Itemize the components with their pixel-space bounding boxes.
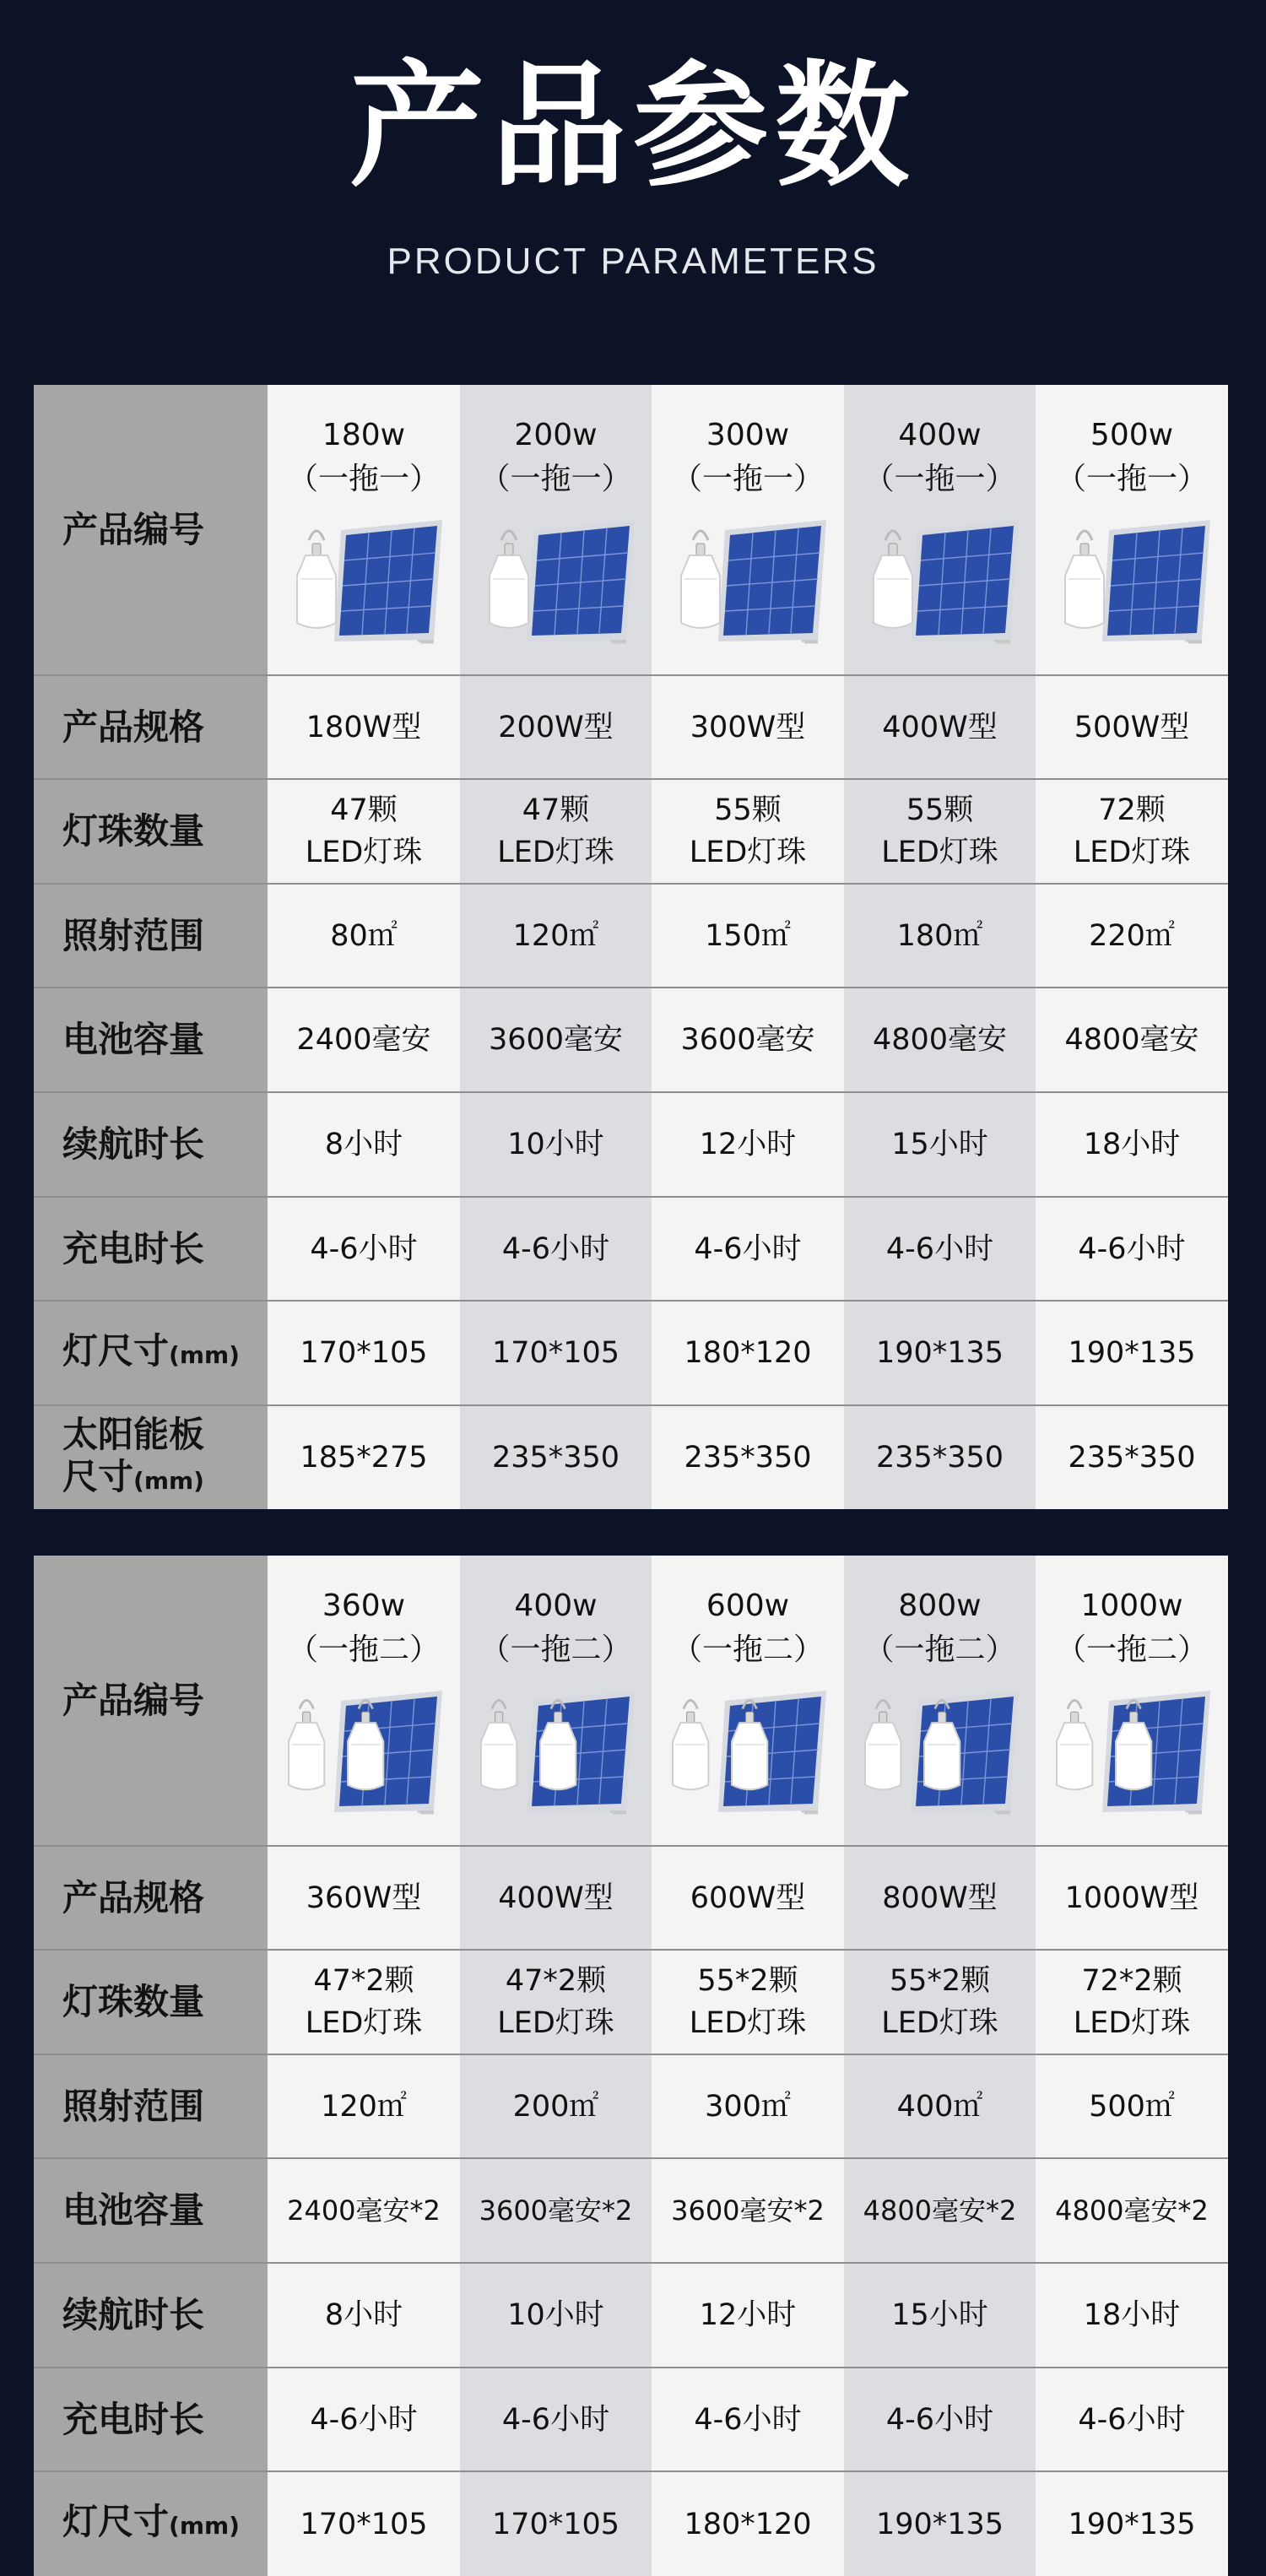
panel-size-value: 235*350 — [1036, 1405, 1228, 1509]
runtime-value: 8小时 — [268, 2263, 460, 2368]
spec-value: 400W型 — [844, 675, 1036, 779]
row-runtime — [34, 2263, 1228, 2368]
spec-value: 800W型 — [844, 1846, 1036, 1950]
runtime-value: 15小时 — [844, 1092, 1036, 1197]
range-value: 120㎡ — [460, 884, 652, 988]
beads-value-line2: LED灯珠 — [689, 2006, 807, 2040]
row-label-model: 产品编号 — [34, 385, 268, 675]
row-panel-size — [34, 1405, 1228, 1509]
row-label-runtime: 续航时长 — [34, 1092, 268, 1197]
beads-value-line2: LED灯珠 — [881, 2006, 998, 2040]
beads-value-line1: 55*2颗 — [697, 1964, 798, 1998]
row-label-runtime: 续航时长 — [34, 2263, 268, 2368]
lamp-size-value: 180*120 — [652, 1301, 844, 1405]
spec-value: 600W型 — [652, 1846, 844, 1950]
runtime-value: 12小时 — [652, 2263, 844, 2368]
product-model-cell — [1036, 385, 1228, 675]
spec-value: 200W型 — [460, 675, 652, 779]
product-model-cell — [652, 385, 844, 675]
row-range — [34, 884, 1228, 988]
range-value: 120㎡ — [268, 2054, 460, 2158]
page-header — [0, 0, 1266, 354]
runtime-value: 15小时 — [844, 2263, 1036, 2368]
beads-value-line1: 47颗 — [330, 793, 398, 827]
charge-value: 4-6小时 — [652, 2368, 844, 2471]
beads-value-line1: 55*2颗 — [889, 1964, 991, 1998]
product-power: 1000w — [1080, 1588, 1183, 1623]
row-beads — [34, 1950, 1228, 2054]
product-model-cell — [268, 385, 460, 675]
row-label-charge: 充电时长 — [34, 1197, 268, 1301]
two-bulbs-with-solar-panel-icon — [669, 1686, 826, 1817]
product-power: 360w — [322, 1588, 406, 1623]
battery-value: 2400毫安 — [268, 988, 460, 1092]
lamp-size-value: 190*135 — [844, 2471, 1036, 2576]
unit-mm: (mm) — [169, 1340, 240, 1369]
range-value: 220㎡ — [1036, 884, 1228, 988]
spec-table-double — [34, 1556, 1228, 2576]
charge-value: 4-6小时 — [460, 1197, 652, 1301]
product-power: 600w — [706, 1588, 790, 1623]
panel-size-value: 235*350 — [652, 1405, 844, 1509]
range-value: 80㎡ — [268, 884, 460, 988]
charge-value: 4-6小时 — [460, 2368, 652, 2471]
beads-value-line2: LED灯珠 — [497, 2006, 614, 2040]
beads-value-line1: 55颗 — [714, 793, 782, 827]
two-bulbs-with-solar-panel-icon — [1053, 1686, 1210, 1817]
beads-value-line2: LED灯珠 — [497, 836, 614, 869]
product-type: （一拖一） — [479, 461, 632, 496]
unit-mm: (mm) — [133, 1466, 204, 1495]
beads-value-line1: 47*2颗 — [313, 1964, 414, 1998]
page-subtitle: PRODUCT PARAMETERS — [387, 241, 879, 282]
product-type: （一拖二） — [287, 1632, 440, 1667]
row-spec — [34, 1846, 1228, 1950]
product-type: （一拖二） — [671, 1632, 824, 1667]
row-label-spec: 产品规格 — [34, 675, 268, 779]
row-label-spec: 产品规格 — [34, 1846, 268, 1950]
product-model-cell — [652, 1556, 844, 1846]
row-label-beads: 灯珠数量 — [34, 779, 268, 884]
spec-value: 1000W型 — [1036, 1846, 1228, 1950]
runtime-value: 18小时 — [1036, 2263, 1228, 2368]
two-bulbs-with-solar-panel-icon — [862, 1686, 1019, 1817]
product-type: （一拖二） — [479, 1632, 632, 1667]
row-label-battery: 电池容量 — [34, 988, 268, 1092]
beads-value-line1: 47*2颗 — [505, 1964, 607, 1998]
beads-value-line1: 72*2颗 — [1081, 1964, 1182, 1998]
row-label-model: 产品编号 — [34, 1556, 268, 1846]
product-model-cell — [460, 385, 652, 675]
row-label-range: 照射范围 — [34, 884, 268, 988]
bulb-with-solar-panel-icon — [478, 515, 635, 647]
lamp-size-label: 灯尺寸 — [62, 2501, 170, 2542]
range-value: 150㎡ — [652, 884, 844, 988]
product-model-cell — [460, 1556, 652, 1846]
beads-value-line1: 55颗 — [906, 793, 974, 827]
row-label-lamp-size — [34, 1301, 268, 1405]
beads-value — [1036, 1950, 1228, 2054]
range-value: 300㎡ — [652, 2054, 844, 2158]
lamp-size-value: 170*105 — [460, 1301, 652, 1405]
product-type: （一拖一） — [1055, 461, 1208, 496]
beads-value — [460, 779, 652, 884]
spec-value: 400W型 — [460, 1846, 652, 1950]
row-label-charge: 充电时长 — [34, 2368, 268, 2471]
product-power: 200w — [514, 417, 598, 452]
beads-value-line2: LED灯珠 — [881, 836, 998, 869]
bulb-with-solar-panel-icon — [669, 515, 826, 647]
battery-value: 4800毫安 — [1036, 988, 1228, 1092]
battery-value: 4800毫安*2 — [1036, 2158, 1228, 2263]
product-power: 400w — [514, 1588, 598, 1623]
range-value: 200㎡ — [460, 2054, 652, 2158]
lamp-size-value: 180*120 — [652, 2471, 844, 2576]
beads-value — [268, 779, 460, 884]
charge-value: 4-6小时 — [652, 1197, 844, 1301]
row-label-battery: 电池容量 — [34, 2158, 268, 2263]
panel-size-value: 235*350 — [460, 1405, 652, 1509]
range-value: 180㎡ — [844, 884, 1036, 988]
row-label-range: 照射范围 — [34, 2054, 268, 2158]
runtime-value: 10小时 — [460, 2263, 652, 2368]
beads-value — [460, 1950, 652, 2054]
beads-value-line1: 72颗 — [1098, 793, 1166, 827]
row-label-lamp-size — [34, 2471, 268, 2576]
charge-value: 4-6小时 — [268, 1197, 460, 1301]
row-runtime — [34, 1092, 1228, 1197]
row-charge — [34, 2368, 1228, 2471]
product-power: 300w — [706, 417, 790, 452]
spec-value: 360W型 — [268, 1846, 460, 1950]
battery-value: 4800毫安 — [844, 988, 1036, 1092]
spec-value: 500W型 — [1036, 675, 1228, 779]
row-lamp-size — [34, 2471, 1228, 2576]
beads-value-line1: 47颗 — [522, 793, 590, 827]
lamp-size-label: 灯尺寸 — [62, 1329, 170, 1372]
beads-value-line2: LED灯珠 — [305, 2006, 423, 2040]
panel-size-label-line1: 太阳能板 — [62, 1413, 205, 1455]
battery-value: 3600毫安 — [460, 988, 652, 1092]
battery-value: 4800毫安*2 — [844, 2158, 1036, 2263]
beads-value — [1036, 779, 1228, 884]
row-beads — [34, 779, 1228, 884]
runtime-value: 8小时 — [268, 1092, 460, 1197]
battery-value: 3600毫安*2 — [460, 2158, 652, 2263]
row-battery — [34, 2158, 1228, 2263]
page-title: 产品参数 — [349, 47, 917, 205]
unit-mm: (mm) — [169, 2512, 240, 2540]
runtime-value: 10小时 — [460, 1092, 652, 1197]
product-type: （一拖一） — [287, 461, 440, 496]
runtime-value: 18小时 — [1036, 1092, 1228, 1197]
lamp-size-value: 170*105 — [460, 2471, 652, 2576]
row-lamp-size — [34, 1301, 1228, 1405]
beads-value — [652, 1950, 844, 2054]
beads-value-line2: LED灯珠 — [689, 836, 807, 869]
lamp-size-value: 170*105 — [268, 2471, 460, 2576]
runtime-value: 12小时 — [652, 1092, 844, 1197]
range-value: 400㎡ — [844, 2054, 1036, 2158]
charge-value: 4-6小时 — [268, 2368, 460, 2471]
product-model-cell — [268, 1556, 460, 1846]
product-model-cell — [844, 385, 1036, 675]
row-model — [34, 385, 1228, 675]
battery-value: 3600毫安*2 — [652, 2158, 844, 2263]
battery-value: 2400毫安*2 — [268, 2158, 460, 2263]
beads-value — [268, 1950, 460, 2054]
product-model-cell — [844, 1556, 1036, 1846]
range-value: 500㎡ — [1036, 2054, 1228, 2158]
two-bulbs-with-solar-panel-icon — [478, 1686, 635, 1817]
charge-value: 4-6小时 — [844, 2368, 1036, 2471]
product-power: 400w — [898, 417, 982, 452]
row-battery — [34, 988, 1228, 1092]
row-model — [34, 1556, 1228, 1846]
row-spec — [34, 675, 1228, 779]
product-power: 800w — [898, 1588, 982, 1623]
charge-value: 4-6小时 — [1036, 2368, 1228, 2471]
row-label-panel-size — [34, 1405, 268, 1509]
beads-value-line2: LED灯珠 — [1073, 2006, 1191, 2040]
spec-table-single — [34, 385, 1228, 1509]
beads-value — [844, 779, 1036, 884]
spec-value: 300W型 — [652, 675, 844, 779]
beads-value — [844, 1950, 1036, 2054]
row-range — [34, 2054, 1228, 2158]
row-charge — [34, 1197, 1228, 1301]
spec-value: 180W型 — [268, 675, 460, 779]
product-power: 180w — [322, 417, 406, 452]
product-type: （一拖二） — [863, 1632, 1016, 1667]
panel-size-value: 235*350 — [844, 1405, 1036, 1509]
product-power: 500w — [1090, 417, 1174, 452]
lamp-size-value: 190*135 — [844, 1301, 1036, 1405]
bulb-with-solar-panel-icon — [1053, 515, 1210, 647]
lamp-size-value: 190*135 — [1036, 2471, 1228, 2576]
two-bulbs-with-solar-panel-icon — [285, 1686, 442, 1817]
beads-value-line2: LED灯珠 — [1073, 836, 1191, 869]
product-type: （一拖二） — [1055, 1632, 1208, 1667]
row-label-beads: 灯珠数量 — [34, 1950, 268, 2054]
panel-size-value: 185*275 — [268, 1405, 460, 1509]
beads-value — [652, 779, 844, 884]
panel-size-label-line2: 尺寸 — [62, 1455, 134, 1497]
beads-value-line2: LED灯珠 — [305, 836, 423, 869]
charge-value: 4-6小时 — [1036, 1197, 1228, 1301]
product-type: （一拖一） — [863, 461, 1016, 496]
lamp-size-value: 190*135 — [1036, 1301, 1228, 1405]
product-model-cell — [1036, 1556, 1228, 1846]
bulb-with-solar-panel-icon — [862, 515, 1019, 647]
lamp-size-value: 170*105 — [268, 1301, 460, 1405]
product-type: （一拖一） — [671, 461, 824, 496]
bulb-with-solar-panel-icon — [285, 515, 442, 647]
charge-value: 4-6小时 — [844, 1197, 1036, 1301]
battery-value: 3600毫安 — [652, 988, 844, 1092]
